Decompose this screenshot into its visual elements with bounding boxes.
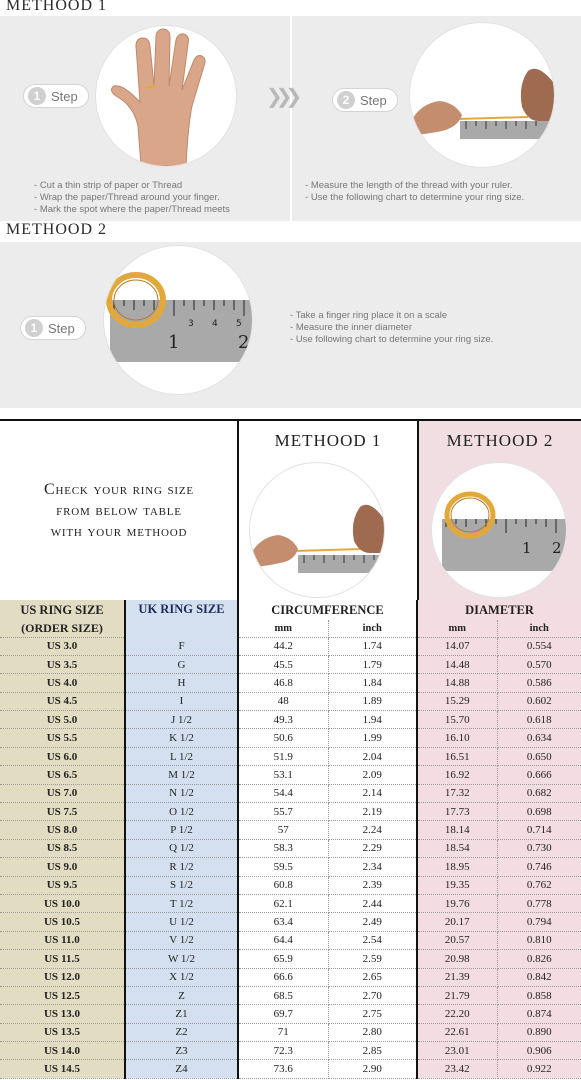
diameter-inch-cell: 0.618 — [497, 711, 581, 729]
us-size-cell: US 6.5 — [0, 766, 125, 784]
uk-size-cell: Z2 — [125, 1023, 238, 1041]
caption-line: Check your ring size — [44, 481, 194, 498]
circumference-mm-cell: 63.4 — [238, 913, 328, 931]
diameter-mm-cell: 20.57 — [417, 931, 497, 949]
diameter-inch-cell: 0.602 — [497, 692, 581, 710]
diameter-inch-cell: 0.682 — [497, 784, 581, 802]
diameter-inch-header: inch — [497, 620, 581, 637]
us-size-cell: US 12.0 — [0, 968, 125, 986]
diameter-inch-cell: 0.554 — [497, 637, 581, 655]
diameter-mm-cell: 16.51 — [417, 747, 497, 765]
circumference-inch-cell: 1.99 — [328, 729, 417, 747]
circumference-inch-cell: 2.59 — [328, 950, 417, 968]
table-row — [0, 858, 581, 876]
uk-size-cell: K 1/2 — [125, 729, 238, 747]
circumference-mm-cell: 73.6 — [238, 1060, 328, 1078]
diameter-mm-cell: 21.79 — [417, 986, 497, 1004]
us-size-cell: US 7.5 — [0, 803, 125, 821]
us-size-cell: US 9.0 — [0, 858, 125, 876]
circumference-mm-cell: 51.9 — [238, 747, 328, 765]
method2-column-header — [419, 421, 581, 600]
table-row — [0, 1042, 581, 1060]
circumference-mm-cell: 60.8 — [238, 876, 328, 894]
table-row — [0, 674, 581, 692]
diameter-mm-cell: 14.88 — [417, 674, 497, 692]
caption-line: with your methood — [50, 523, 188, 540]
circumference-inch-cell: 2.70 — [328, 986, 417, 1004]
circumference-mm-cell: 57 — [238, 821, 328, 839]
check-size-cell — [0, 421, 239, 600]
table-row — [0, 637, 581, 655]
circumference-mm-cell: 62.1 — [238, 894, 328, 912]
circumference-inch-cell: 2.80 — [328, 1023, 417, 1041]
diameter-inch-cell: 0.906 — [497, 1042, 581, 1060]
method2-step1-pill — [20, 316, 86, 340]
table-row — [0, 821, 581, 839]
diameter-inch-cell: 0.666 — [497, 766, 581, 784]
table-row — [0, 1060, 581, 1078]
order-size-header: (ORDER SIZE) — [0, 620, 125, 637]
us-size-cell: US 5.5 — [0, 729, 125, 747]
uk-size-header: UK RING SIZE — [125, 600, 238, 637]
diameter-inch-cell: 0.890 — [497, 1023, 581, 1041]
diameter-inch-cell: 0.714 — [497, 821, 581, 839]
us-size-cell: US 3.0 — [0, 637, 125, 655]
method2-column-title: METHOOD 2 — [446, 431, 554, 450]
diameter-mm-cell: 18.95 — [417, 858, 497, 876]
us-size-cell: US 3.5 — [0, 655, 125, 673]
circumference-mm-cell: 55.7 — [238, 803, 328, 821]
diameter-inch-cell: 0.634 — [497, 729, 581, 747]
us-size-cell: US 8.5 — [0, 839, 125, 857]
us-size-cell: US 11.5 — [0, 950, 125, 968]
circumference-header: CIRCUMFERENCE — [238, 600, 417, 620]
us-size-cell: US 8.0 — [0, 821, 125, 839]
uk-size-cell: O 1/2 — [125, 803, 238, 821]
circumference-mm-cell: 58.3 — [238, 839, 328, 857]
table-row — [0, 784, 581, 802]
method1-thumb-photo — [250, 463, 384, 597]
circumference-mm-cell: 72.3 — [238, 1042, 328, 1060]
diameter-mm-cell: 20.17 — [417, 913, 497, 931]
diameter-mm-cell: 22.20 — [417, 1005, 497, 1023]
diameter-inch-cell: 0.858 — [497, 986, 581, 1004]
circumference-mm-cell: 49.3 — [238, 711, 328, 729]
ring-ruler-illustration — [104, 246, 252, 394]
uk-size-cell: I — [125, 692, 238, 710]
table-row — [0, 950, 581, 968]
circumference-mm-cell: 50.6 — [238, 729, 328, 747]
circumference-mm-cell: 71 — [238, 1023, 328, 1041]
diameter-inch-cell: 0.922 — [497, 1060, 581, 1078]
table-row — [0, 968, 581, 986]
instruction-line: - Cut a thin strip of paper or Thread — [34, 180, 230, 192]
method1-column-title: METHOOD 1 — [274, 431, 382, 450]
uk-size-cell: Z1 — [125, 1005, 238, 1023]
circumference-mm-cell: 68.5 — [238, 986, 328, 1004]
diameter-header: DIAMETER — [417, 600, 581, 620]
diameter-mm-cell: 15.70 — [417, 711, 497, 729]
diameter-mm-cell: 14.48 — [417, 655, 497, 673]
circumference-inch-cell: 2.14 — [328, 784, 417, 802]
circumference-mm-cell: 45.5 — [238, 655, 328, 673]
us-size-cell: US 12.5 — [0, 986, 125, 1004]
diameter-mm-cell: 16.10 — [417, 729, 497, 747]
circumference-mm-cell: 64.4 — [238, 931, 328, 949]
method1-step2-pill — [332, 88, 398, 112]
uk-size-cell: R 1/2 — [125, 858, 238, 876]
us-size-cell: US 6.0 — [0, 747, 125, 765]
diameter-mm-cell: 23.42 — [417, 1060, 497, 1078]
circumference-inch-cell: 1.84 — [328, 674, 417, 692]
uk-size-cell: N 1/2 — [125, 784, 238, 802]
method1-step2-instructions — [305, 180, 524, 204]
circumference-mm-cell: 54.4 — [238, 784, 328, 802]
step-label: Step — [48, 320, 75, 336]
us-size-cell: US 5.0 — [0, 711, 125, 729]
diameter-inch-cell: 0.874 — [497, 1005, 581, 1023]
method2-thumb-photo — [432, 463, 566, 597]
uk-size-cell: W 1/2 — [125, 950, 238, 968]
us-size-cell: US 13.0 — [0, 1005, 125, 1023]
uk-size-cell: M 1/2 — [125, 766, 238, 784]
us-size-cell: US 4.0 — [0, 674, 125, 692]
us-size-header: US RING SIZE — [0, 600, 125, 620]
table-row — [0, 766, 581, 784]
diameter-mm-cell: 20.98 — [417, 950, 497, 968]
circumference-inch-cell: 2.44 — [328, 894, 417, 912]
table-row — [0, 711, 581, 729]
circumference-inch-cell: 2.09 — [328, 766, 417, 784]
circumference-mm-header: mm — [238, 620, 328, 637]
uk-size-cell: J 1/2 — [125, 711, 238, 729]
step-label: Step — [360, 92, 387, 108]
table-row — [0, 1005, 581, 1023]
table-row — [0, 839, 581, 857]
diameter-mm-cell: 15.29 — [417, 692, 497, 710]
method1-step1-pill — [23, 84, 89, 108]
us-size-cell: US 13.5 — [0, 1023, 125, 1041]
table-row — [0, 729, 581, 747]
diameter-inch-cell: 0.698 — [497, 803, 581, 821]
table-row — [0, 655, 581, 673]
ruler-small-number: 3 — [188, 319, 194, 329]
circumference-inch-cell: 2.75 — [328, 1005, 417, 1023]
uk-size-cell: Z — [125, 986, 238, 1004]
diameter-mm-cell: 22.61 — [417, 1023, 497, 1041]
step-number: 1 — [28, 87, 46, 105]
diameter-mm-cell: 18.14 — [417, 821, 497, 839]
caption-line: from below table — [56, 502, 182, 519]
circumference-mm-cell: 66.6 — [238, 968, 328, 986]
instruction-line: - Use following chart to determine your ring size. — [290, 334, 493, 346]
us-size-cell: US 7.0 — [0, 784, 125, 802]
diameter-mm-cell: 19.35 — [417, 876, 497, 894]
uk-size-cell: H — [125, 674, 238, 692]
circumference-mm-cell: 53.1 — [238, 766, 328, 784]
ruler-number: 1 — [168, 332, 180, 353]
diameter-inch-cell: 0.650 — [497, 747, 581, 765]
table-row — [0, 894, 581, 912]
table-row — [0, 803, 581, 821]
hand-photo — [96, 26, 236, 166]
size-chart-header — [0, 419, 581, 600]
ring-on-ruler-photo — [104, 246, 252, 394]
circumference-inch-cell: 2.49 — [328, 913, 417, 931]
us-size-cell: US 10.0 — [0, 894, 125, 912]
ruler-thread-photo — [410, 23, 554, 167]
instruction-line: - Wrap the paper/Thread around your finger. — [34, 192, 230, 204]
circumference-inch-cell: 2.29 — [328, 839, 417, 857]
diameter-mm-header: mm — [417, 620, 497, 637]
diameter-inch-cell: 0.778 — [497, 894, 581, 912]
diameter-inch-cell: 0.746 — [497, 858, 581, 876]
table-row — [0, 931, 581, 949]
ruler-number: 2 — [238, 332, 250, 353]
uk-size-cell: F — [125, 637, 238, 655]
circumference-inch-cell: 2.04 — [328, 747, 417, 765]
us-size-cell: US 10.5 — [0, 913, 125, 931]
ruler-small-number: 5 — [236, 319, 242, 329]
diameter-mm-cell: 19.76 — [417, 894, 497, 912]
circumference-mm-cell: 65.9 — [238, 950, 328, 968]
uk-size-cell: Q 1/2 — [125, 839, 238, 857]
circumference-mm-cell: 46.8 — [238, 674, 328, 692]
uk-size-cell: V 1/2 — [125, 931, 238, 949]
table-row — [0, 692, 581, 710]
step-number: 1 — [25, 319, 43, 337]
method2-instructions — [290, 310, 493, 346]
circumference-inch-cell: 2.34 — [328, 858, 417, 876]
circumference-inch-cell: 2.39 — [328, 876, 417, 894]
us-size-cell: US 14.5 — [0, 1060, 125, 1078]
table-row — [0, 913, 581, 931]
circumference-inch-cell: 1.94 — [328, 711, 417, 729]
diameter-inch-cell: 0.794 — [497, 913, 581, 931]
circumference-mm-cell: 48 — [238, 692, 328, 710]
circumference-inch-cell: 2.24 — [328, 821, 417, 839]
diameter-mm-cell: 14.07 — [417, 637, 497, 655]
table-row — [0, 1023, 581, 1041]
instruction-line: - Use the following chart to determine your ring size. — [305, 192, 524, 204]
diameter-inch-cell: 0.586 — [497, 674, 581, 692]
uk-size-cell: Z4 — [125, 1060, 238, 1078]
ruler-number: 1 — [522, 539, 532, 557]
uk-size-cell: X 1/2 — [125, 968, 238, 986]
method1-column-header — [239, 421, 419, 600]
circumference-inch-cell: 2.90 — [328, 1060, 417, 1078]
instruction-line: - Mark the spot where the paper/Thread meets — [34, 204, 230, 216]
circumference-inch-cell: 1.74 — [328, 637, 417, 655]
circumference-inch-cell: 2.54 — [328, 931, 417, 949]
uk-size-cell: U 1/2 — [125, 913, 238, 931]
diameter-inch-cell: 0.826 — [497, 950, 581, 968]
method1-divider — [290, 16, 292, 221]
step-label: Step — [51, 88, 78, 104]
circumference-inch-cell: 2.65 — [328, 968, 417, 986]
circumference-inch-cell: 2.19 — [328, 803, 417, 821]
ring-ruler-illustration — [432, 463, 566, 597]
uk-size-cell: S 1/2 — [125, 876, 238, 894]
ring-size-table — [0, 600, 581, 1079]
us-size-cell: US 11.0 — [0, 931, 125, 949]
measure-thread-illustration — [250, 463, 384, 597]
uk-size-cell: G — [125, 655, 238, 673]
diameter-inch-cell: 0.570 — [497, 655, 581, 673]
ruler-number: 2 — [552, 539, 562, 557]
instruction-line: - Measure the inner diameter — [290, 322, 493, 334]
method1-heading: METHOOD 1 — [6, 0, 107, 14]
ruler-small-number: 4 — [212, 319, 218, 329]
chevrons-right-icon: ❯❯❯ — [266, 84, 296, 108]
instruction-line: - Take a finger ring place it on a scale — [290, 310, 493, 322]
circumference-mm-cell: 44.2 — [238, 637, 328, 655]
us-size-cell: US 9.5 — [0, 876, 125, 894]
uk-size-cell: L 1/2 — [125, 747, 238, 765]
diameter-mm-cell: 23.01 — [417, 1042, 497, 1060]
diameter-inch-cell: 0.810 — [497, 931, 581, 949]
size-rows — [0, 637, 581, 1078]
diameter-mm-cell: 21.39 — [417, 968, 497, 986]
diameter-inch-cell: 0.842 — [497, 968, 581, 986]
uk-size-cell: T 1/2 — [125, 894, 238, 912]
circumference-inch-cell: 1.89 — [328, 692, 417, 710]
diameter-mm-cell: 17.32 — [417, 784, 497, 802]
us-size-cell: US 4.5 — [0, 692, 125, 710]
diameter-inch-cell: 0.762 — [497, 876, 581, 894]
circumference-inch-cell: 1.79 — [328, 655, 417, 673]
us-size-cell: US 14.0 — [0, 1042, 125, 1060]
method2-heading: METHOOD 2 — [6, 221, 107, 238]
circumference-inch-header: inch — [328, 620, 417, 637]
check-size-caption — [0, 479, 238, 542]
measure-thread-illustration — [410, 23, 554, 167]
table-row — [0, 876, 581, 894]
step-number: 2 — [337, 91, 355, 109]
diameter-mm-cell: 18.54 — [417, 839, 497, 857]
circumference-mm-cell: 69.7 — [238, 1005, 328, 1023]
table-row — [0, 747, 581, 765]
uk-size-cell: Z3 — [125, 1042, 238, 1060]
circumference-inch-cell: 2.85 — [328, 1042, 417, 1060]
method1-step1-instructions — [34, 180, 230, 216]
instruction-line: - Measure the length of the thread with your ruler. — [305, 180, 524, 192]
table-row — [0, 986, 581, 1004]
uk-size-cell: P 1/2 — [125, 821, 238, 839]
diameter-mm-cell: 17.73 — [417, 803, 497, 821]
hand-illustration — [96, 26, 236, 166]
diameter-mm-cell: 16.92 — [417, 766, 497, 784]
circumference-mm-cell: 59.5 — [238, 858, 328, 876]
diameter-inch-cell: 0.730 — [497, 839, 581, 857]
